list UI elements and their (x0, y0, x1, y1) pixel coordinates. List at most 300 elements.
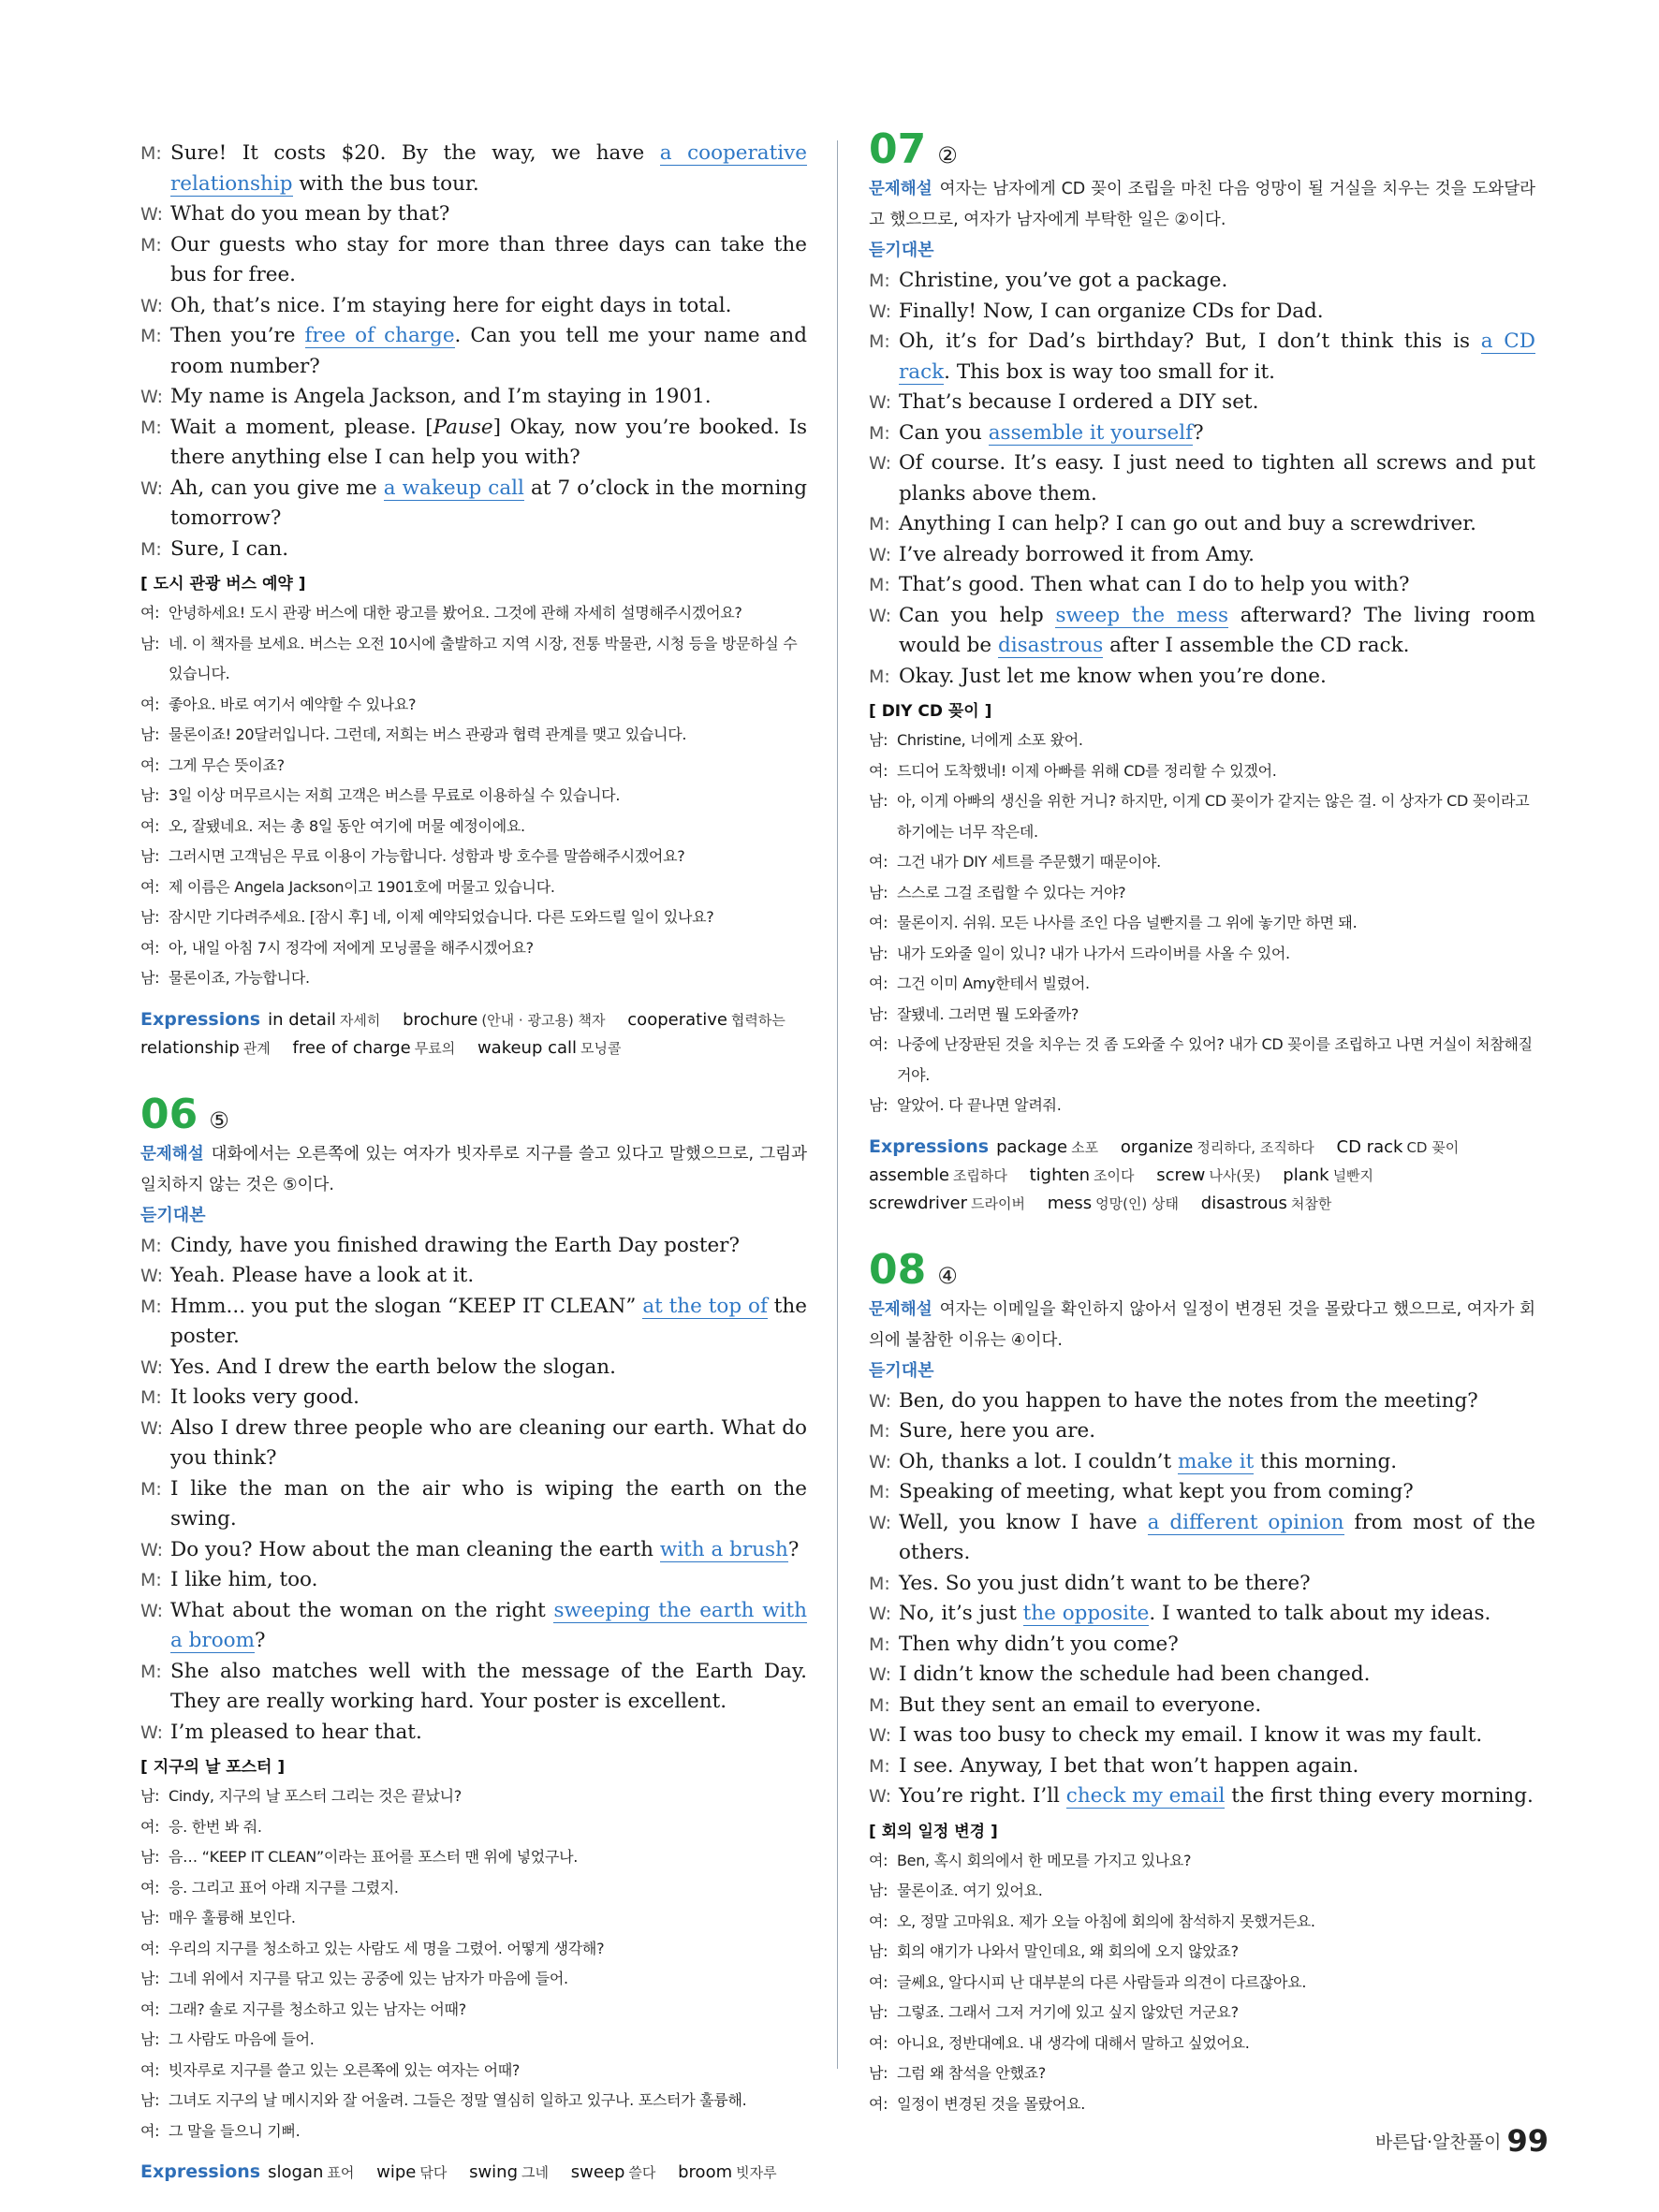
expression-word: wipe (376, 2162, 417, 2182)
speaker-label: 남: (140, 2030, 160, 2048)
translation-text: 네. 이 책자를 보세요. 버스는 오전 10시에 출발하고 지역 시장, 전통 박물관, 시청 등을 방문하실 수 있습니다. (169, 634, 798, 682)
dialogue-line (140, 382, 807, 413)
page-footer (1375, 2123, 1549, 2159)
expression-word: slogan (268, 2162, 324, 2182)
dialogue-text: That’s good. Then what can I do to help you with? (899, 573, 1410, 596)
speaker-label: 여: (869, 914, 888, 931)
dialogue-text: I was too busy to check my email. I know it was my fault. (899, 1723, 1483, 1747)
translation-text: 글쎄요, 알다시피 난 대부분의 다른 사람들과 의견이 다르잖아요. (897, 1972, 1307, 1991)
dialogue-line (140, 1353, 807, 1384)
speaker-label: M: (140, 1478, 162, 1500)
speaker-label: 여: (140, 1939, 160, 1957)
expression-item (996, 1137, 1098, 1157)
translation-text: 물론이죠, 가능합니다. (169, 969, 310, 987)
dialogue-line (869, 1599, 1535, 1630)
expression-word: relationship (140, 1037, 240, 1058)
expression-meaning: 그네 (521, 2164, 549, 2181)
translation-text: 오, 잘됐네요. 저는 총 8일 동안 여기에 머물 예정이에요. (169, 816, 525, 835)
translation-line (140, 598, 807, 629)
translation-text: 그게 무슨 뜻이죠? (169, 755, 285, 774)
dialogue-line (140, 199, 807, 230)
expression-item (1030, 1165, 1135, 1185)
speaker-label: 남: (869, 2064, 888, 2082)
speaker-label: M: (869, 666, 890, 687)
expression-word: in detail (268, 1009, 336, 1030)
dialogue-line (869, 662, 1535, 693)
speaker-label: 여: (140, 604, 160, 622)
key-phrase: a different opinion (1147, 1510, 1344, 1534)
translation-text: 일정이 변경된 것을 몰랐어요. (897, 2094, 1086, 2113)
dialogue-text: ] Okay, now you’re booked. Is there anything else I can help you with? (170, 415, 807, 469)
dialogue-line (140, 1474, 807, 1535)
translation-line (140, 2025, 807, 2056)
speaker-label: 남: (140, 847, 160, 865)
expression-meaning: 협력하는 (730, 1011, 785, 1029)
speaker-label: 남: (140, 1909, 160, 1926)
column-divider (837, 140, 838, 2069)
translation-text: 잘됐네. 그러면 뭘 도와줄까? (897, 1004, 1079, 1023)
translation-line (140, 1873, 807, 1904)
dialogue-text: Christine, you’ve got a package. (899, 269, 1228, 292)
speaker-label: 남: (140, 1787, 160, 1805)
dialogue-line (869, 1630, 1535, 1661)
dialogue-text: ? (787, 1537, 800, 1561)
q05-expressions (140, 1005, 807, 1062)
dialogue-line (140, 1383, 807, 1414)
haesul-label: 문제해설 (140, 1144, 204, 1164)
translation-line (140, 2086, 807, 2117)
expression-item (869, 1165, 1007, 1185)
speaker-label: M: (140, 1387, 162, 1408)
speaker-label: 여: (140, 695, 160, 713)
dialogue-text: after I assemble the CD rack. (1103, 634, 1410, 657)
expression-item (678, 2162, 776, 2182)
speaker-label: W: (869, 605, 892, 626)
key-phrase: sweeping the earth with a broom (170, 1598, 807, 1652)
translation-line (869, 878, 1535, 909)
dialogue-text: ? (1193, 420, 1204, 445)
dialogue-text: I like the man on the air who is wiping the earth on the swing. (170, 1476, 807, 1531)
translation-line (140, 1964, 807, 1995)
dialogue-text: That’s because I ordered a DIY set. (899, 390, 1259, 414)
expression-word: brochure (403, 1009, 478, 1030)
speaker-label: 여: (869, 1035, 888, 1053)
dialogue-line (140, 1535, 807, 1566)
expression-item (140, 1038, 271, 1058)
expression-word: cooperative (627, 1009, 727, 1030)
dialogue-text: Hmm... you put the slogan “KEEP IT CLEAN” (170, 1294, 643, 1318)
dialogue-line (869, 1447, 1535, 1478)
key-phrase: a cooperative relationship (170, 141, 807, 196)
expression-meaning: 조이다 (1094, 1166, 1135, 1184)
translation-text: 그네 위에서 지구를 닦고 있는 공중에 있는 남자가 마음에 들어. (169, 1970, 568, 1987)
expression-word: CD rack (1336, 1136, 1403, 1157)
q05-section-title: [ 도시 관광 버스 예약 ] (140, 575, 306, 593)
dialogue-text: I see. Anyway, I bet that won’t happen again. (899, 1753, 1359, 1778)
speaker-label: 여: (869, 1912, 888, 1930)
translation-line (140, 751, 807, 782)
translation-text: 아, 내일 아침 7시 정각에 저에게 모닝콜을 해주시겠어요? (169, 938, 534, 957)
translation-line (140, 1934, 807, 1965)
right-column (869, 125, 1535, 2119)
speaker-label: M: (140, 417, 162, 438)
speaker-label: 남: (140, 2091, 160, 2109)
dialogue-line (869, 327, 1535, 388)
translation-text: 회의 얘기가 나와서 말인데요, 왜 회의에 오지 않았죠? (897, 1942, 1239, 1960)
translation-text: 빗자루로 지구를 쓸고 있는 오른쪽에 있는 여자는 어때? (169, 2060, 521, 2079)
speaker-label: W: (140, 1721, 164, 1743)
speaker-label: W: (140, 387, 164, 407)
q08-section-title: [ 회의 일정 변경 ] (869, 1822, 998, 1841)
speaker-label: 여: (869, 761, 888, 780)
speaker-label: M: (140, 1296, 162, 1317)
translation-text: 그렇죠. 그래서 그저 거기에 있고 싶지 않았던 거군요? (897, 2003, 1239, 2021)
translation-line (140, 1995, 807, 2026)
expression-item (1337, 1137, 1460, 1157)
expression-item (376, 2162, 447, 2182)
speaker-label: M: (869, 271, 890, 291)
q08-answer: ④ (937, 1262, 958, 1289)
speaker-label: 여: (140, 1817, 160, 1836)
key-phrase: make it (1177, 1449, 1255, 1473)
q08-korean-translation (869, 1846, 1535, 2120)
expression-item (1156, 1165, 1260, 1185)
translation-text: 물론이죠! 20달러입니다. 그런데, 저희는 버스 관광과 협력 관계를 맺고 있습니다. (169, 725, 687, 743)
expression-item (1121, 1137, 1314, 1157)
translation-text: 스스로 그걸 조립할 수 있다는 거야? (897, 883, 1126, 901)
translation-line (869, 969, 1535, 1000)
q08-dialogue (869, 1386, 1535, 1812)
dialogue-line (140, 1261, 807, 1292)
translation-line (140, 1781, 807, 1812)
dialogue-text: Do you? How about the man cleaning the earth (170, 1537, 660, 1561)
speaker-label: M: (140, 1661, 162, 1682)
expression-item (571, 2162, 656, 2182)
dialogue-line (140, 1565, 807, 1596)
expressions-label: Expressions (140, 2161, 261, 2182)
q08-number: 08 (869, 1245, 927, 1294)
dialogue-line (869, 1477, 1535, 1508)
dialogue-line (140, 474, 807, 535)
expressions-label: Expressions (869, 1135, 990, 1157)
dialogue-text: Well, you know I have (899, 1510, 1148, 1534)
dialogue-text: Sure, I can. (170, 536, 289, 561)
speaker-label: W: (140, 1356, 164, 1378)
translation-text: 알았어. 다 끝나면 알려줘. (897, 1096, 1062, 1114)
expression-word: tighten (1029, 1165, 1091, 1185)
speaker-label: M: (869, 1633, 890, 1655)
q07-explanation-text: 여자는 남자에게 CD 꽂이 조립을 마친 다음 엉망이 될 거실을 치우는 것을 도와달라고 했으므로, 여자가 남자에게 부탁한 일은 ②이다. (869, 180, 1535, 229)
speaker-label: 여: (140, 1878, 160, 1897)
speaker-label: W: (869, 544, 892, 565)
translation-text: 제 이름은 Angela Jackson이고 1901호에 머물고 있습니다. (169, 877, 555, 896)
expressions-label: Expressions (140, 1008, 261, 1030)
dialogue-line (869, 1751, 1535, 1782)
dialogue-line (869, 388, 1535, 418)
speaker-label: 남: (140, 786, 160, 804)
speaker-label: 여: (140, 877, 160, 896)
speaker-label: M: (140, 326, 162, 346)
dialogue-line (869, 448, 1535, 509)
expression-meaning: 쓸다 (628, 2164, 656, 2181)
speaker-label: W: (869, 453, 892, 474)
speaker-label: 남: (869, 1004, 888, 1023)
key-phrase: check my email (1065, 1784, 1226, 1808)
expression-word: wakeup call (477, 1037, 578, 1058)
expression-meaning: 관계 (242, 1039, 271, 1057)
translation-text: 그 사람도 마음에 들어. (169, 2030, 315, 2048)
dialogue-line (869, 1508, 1535, 1569)
speaker-label: M: (869, 1573, 890, 1594)
translation-line (869, 1937, 1535, 1968)
speaker-label: W: (140, 1600, 164, 1621)
translation-text: 좋아요. 바로 여기서 예약할 수 있나요? (169, 695, 417, 713)
speaker-label: W: (869, 1604, 892, 1624)
dialogue-line (869, 601, 1535, 662)
speaker-label: 여: (140, 938, 160, 957)
q06-script-label: 듣기대본 (140, 1205, 206, 1225)
speaker-label: M: (140, 538, 162, 560)
speaker-label: W: (869, 300, 892, 322)
expression-word: mess (1047, 1193, 1093, 1213)
dialogue-line (140, 291, 807, 322)
dialogue-line (869, 570, 1535, 601)
translation-text: 그럼 왜 참석을 안했죠? (897, 2064, 1046, 2082)
translation-line (869, 2029, 1535, 2059)
dialogue-text: Can you help (899, 603, 1056, 627)
expression-word: disastrous (1200, 1193, 1287, 1213)
dialogue-line (140, 321, 807, 382)
translation-line (869, 786, 1535, 847)
q07-script-label: 듣기대본 (869, 241, 934, 260)
expression-word: organize (1120, 1136, 1194, 1157)
translation-text: 드디어 도착했네! 이제 아빠를 위해 CD를 정리할 수 있겠어. (897, 761, 1277, 780)
translation-line (869, 1030, 1535, 1091)
expression-item (1283, 1165, 1373, 1185)
dialogue-text: Cindy, have you finished drawing the Earth Day poster? (170, 1233, 740, 1257)
expression-word: assemble (869, 1165, 949, 1185)
q08-script-label: 듣기대본 (869, 1360, 934, 1381)
speaker-label: 여: (869, 1851, 888, 1869)
dialogue-line (140, 1414, 807, 1474)
translation-text: 나중에 난장판된 것을 치우는 것 좀 도와줄 수 있어? 내가 CD 꽂이를 조립하고 나면 거실이 처참해질거야. (897, 1035, 1533, 1084)
dialogue-text: You’re right. I’ll (899, 1784, 1066, 1808)
translation-line (140, 842, 807, 872)
expression-meaning: 자세히 (339, 1011, 381, 1029)
dialogue-line (869, 297, 1535, 328)
translation-text: 안녕하세요! 도시 관광 버스에 대한 광고를 봤어요. 그것에 관해 자세히 설명해주시겠어요? (169, 604, 742, 622)
key-phrase: a wakeup call (383, 476, 524, 500)
translation-text: 물론이죠. 여기 있어요. (897, 1882, 1043, 1899)
q07-number: 07 (869, 125, 927, 173)
expression-item (627, 1010, 785, 1030)
expression-meaning: 모닝콜 (580, 1039, 622, 1057)
q07-expressions (869, 1133, 1535, 1218)
dialogue-line (869, 266, 1535, 297)
speaker-label: 여: (869, 2033, 888, 2052)
speaker-label: 여: (869, 1972, 888, 1991)
speaker-label: W: (140, 204, 164, 225)
key-phrase: sweep the mess (1055, 603, 1228, 627)
dialogue-text: Yes. So you just didn’t want to be there? (899, 1571, 1311, 1595)
dialogue-line (140, 413, 807, 474)
dialogue-text: Okay. Just let me know when you’re done. (899, 664, 1327, 688)
translation-line (140, 933, 807, 964)
expression-meaning: 닦다 (419, 2164, 448, 2181)
dialogue-text: Yes. And I drew the earth below the slogan. (170, 1355, 616, 1379)
speaker-label: 여: (869, 2094, 888, 2113)
speaker-label: W: (869, 1786, 892, 1807)
dialogue-text: Then why didn’t you come? (899, 1632, 1179, 1656)
speaker-label: W: (140, 477, 164, 499)
q06-expressions (140, 2158, 807, 2187)
expression-word: free of charge (292, 1037, 411, 1058)
dialogue-text: Of course. It’s easy. I just need to tighten all screws and put planks above them. (899, 451, 1535, 505)
expression-meaning: 드라이버 (971, 1194, 1025, 1212)
dialogue-text: afterward? The living room would be (899, 603, 1535, 657)
translation-text: 그래? 솔로 지구를 청소하고 있는 남자는 어때? (169, 2000, 466, 2018)
dialogue-text: Our guests who stay for more than three days can take the bus for free. (170, 232, 807, 286)
translation-text: Ben, 혹시 회의에서 한 메모를 가지고 있나요? (897, 1851, 1192, 1869)
dialogue-line (869, 1416, 1535, 1447)
speaker-label: 남: (869, 1096, 888, 1114)
translation-line (140, 720, 807, 751)
dialogue-text: . Can you tell me your name and room number? (170, 324, 807, 378)
translation-line (869, 1876, 1535, 1907)
speaker-label: 여: (869, 974, 888, 992)
speaker-label: 여: (140, 2060, 160, 2079)
speaker-label: 남: (140, 969, 160, 987)
dialogue-text: I’m pleased to hear that. (170, 1720, 422, 1744)
dialogue-text: Oh, it’s for Dad’s birthday? But, I don’t think this is (899, 330, 1481, 353)
translation-line (140, 812, 807, 842)
translation-text: 아니요, 정반대예요. 내 생각에 대해서 말하고 싶었어요. (897, 2033, 1250, 2052)
expression-item (268, 1010, 380, 1030)
translation-text: 그건 내가 DIY 세트를 주문했기 때문이야. (897, 853, 1161, 871)
translation-text: Cindy, 지구의 날 포스터 그리는 것은 끝났니? (169, 1787, 462, 1805)
dialogue-text: Can you (899, 420, 989, 445)
speaker-label: M: (869, 422, 890, 444)
dialogue-text: this morning. (1254, 1449, 1398, 1473)
speaker-label: W: (869, 1725, 892, 1746)
dialogue-text: I’ve already borrowed it from Amy. (899, 542, 1255, 566)
translation-line (140, 1842, 807, 1873)
translation-text: 그건 이미 Amy한테서 빌렸어. (897, 974, 1090, 992)
translation-text: 내가 도와줄 일이 있니? 내가 나가서 드라이버를 사올 수 있어. (897, 944, 1290, 962)
speaker-label: 여: (140, 2000, 160, 2018)
q06-section-title: [ 지구의 날 포스터 ] (140, 1758, 286, 1777)
speaker-label: M: (869, 575, 890, 595)
dialogue-line (140, 139, 807, 199)
expression-meaning: 정리하다, 조직하다 (1197, 1138, 1314, 1156)
dialogue-line (869, 1781, 1535, 1812)
expression-meaning: (안내 · 광고용) 책자 (481, 1011, 606, 1029)
expression-meaning: 무료의 (414, 1039, 456, 1057)
translation-line (140, 872, 807, 903)
speaker-label: 여: (140, 816, 160, 835)
key-phrase: a CD rack (899, 330, 1535, 384)
dialogue-text: with the bus tour. (292, 171, 479, 196)
q07-explanation (869, 174, 1535, 236)
speaker-label: W: (869, 1451, 892, 1472)
expression-item (1201, 1194, 1332, 1213)
translation-line (140, 2056, 807, 2087)
expression-meaning: 나사(못) (1209, 1166, 1261, 1184)
speaker-label: M: (869, 1694, 890, 1716)
expression-meaning: 소포 (1071, 1138, 1099, 1156)
translation-text: 그러시면 고객님은 무료 이용이 가능합니다. 성함과 방 호수를 말씀해주시겠어요? (169, 847, 685, 865)
dialogue-text: Anything I can help? I can go out and buy a screwdriver. (899, 512, 1476, 535)
q07-section-title: [ DIY CD 꽂이 ] (869, 702, 992, 721)
dialogue-text: What about the woman on the right (170, 1598, 554, 1622)
expression-meaning: CD 꽂이 (1406, 1138, 1460, 1156)
translation-text: 오, 정말 고마워요. 제가 오늘 아침에 회의에 참석하지 못했거든요. (897, 1912, 1315, 1930)
dialogue-line (140, 1292, 807, 1353)
key-phrase: disastrous (998, 634, 1104, 657)
key-phrase: at the top of (642, 1294, 768, 1318)
dialogue-text: What do you mean by that? (170, 202, 450, 226)
q06-dialogue (140, 1231, 807, 1749)
translation-line (140, 902, 807, 933)
translation-text: 물론이지. 쉬워. 모든 나사를 조인 다음 널빤지를 그 위에 놓기만 하면 돼. (897, 914, 1358, 931)
translation-line (140, 963, 807, 994)
q05-dialogue (140, 139, 807, 564)
dialogue-text: No, it’s just (899, 1602, 1023, 1625)
speaker-label: W: (140, 1266, 164, 1286)
translation-line (869, 1968, 1535, 1999)
translation-line (869, 1091, 1535, 1121)
expression-meaning: 엉망(인) 상태 (1095, 1194, 1180, 1212)
page-number: 99 (1506, 2123, 1549, 2159)
speaker-label: M: (140, 1570, 162, 1590)
dialogue-text: . This box is way too small for it. (944, 359, 1275, 384)
speaker-label: 남: (869, 883, 888, 901)
speaker-label: 남: (869, 792, 888, 810)
speaker-label: 남: (140, 1848, 160, 1866)
expression-item (268, 2162, 354, 2182)
translation-text: Christine, 너에게 소포 왔어. (897, 731, 1083, 749)
dialogue-text: Speaking of meeting, what kept you from coming? (899, 1480, 1414, 1503)
dialogue-text: She also matches well with the message of the Earth Day. They are really working hard. Your poster is excellent. (170, 1659, 807, 1713)
dialogue-line (869, 1569, 1535, 1600)
footer-book-title: 바른답·알찬풀이 (1374, 2131, 1502, 2153)
speaker-label: 남: (869, 1882, 888, 1899)
expression-item (469, 2162, 549, 2182)
dialogue-line (140, 535, 807, 565)
expression-meaning: 빗자루 (736, 2164, 777, 2181)
dialogue-line (869, 540, 1535, 571)
speaker-label: W: (140, 295, 164, 316)
dialogue-text: the first thing every morning. (1225, 1784, 1534, 1808)
key-phrase: the opposite (1022, 1602, 1150, 1625)
expression-item (477, 1038, 622, 1058)
dialogue-line (869, 1386, 1535, 1417)
expression-word: package (996, 1136, 1068, 1157)
translation-line (140, 781, 807, 812)
q07-header (869, 125, 1535, 174)
expression-word: screwdriver (869, 1193, 968, 1213)
speaker-label: 여: (869, 853, 888, 871)
translation-text: 아, 이게 아빠의 생신을 위한 거니? 하지만, 이게 CD 꽂이가 같지는 않은 걸. 이 상자가 CD 꽂이라고 하기에는 너무 작은데. (897, 792, 1530, 841)
speaker-label: M: (869, 1755, 890, 1777)
dialogue-text: Yeah. Please have a look at it. (170, 1264, 475, 1287)
dialogue-text: Oh, that’s nice. I’m staying here for eight days in total. (170, 293, 732, 317)
q06-explanation-text: 대화에서는 오른쪽에 있는 여자가 빗자루로 지구를 쓸고 있다고 말했으므로, 그림과 일치하지 않는 것은 ⑤이다. (140, 1144, 807, 1194)
translation-text: 매우 훌륭해 보인다. (169, 1909, 296, 1926)
expression-meaning: 널빤지 (1332, 1166, 1374, 1184)
key-phrase: with a brush (659, 1537, 788, 1561)
speaker-label: M: (140, 1235, 162, 1256)
